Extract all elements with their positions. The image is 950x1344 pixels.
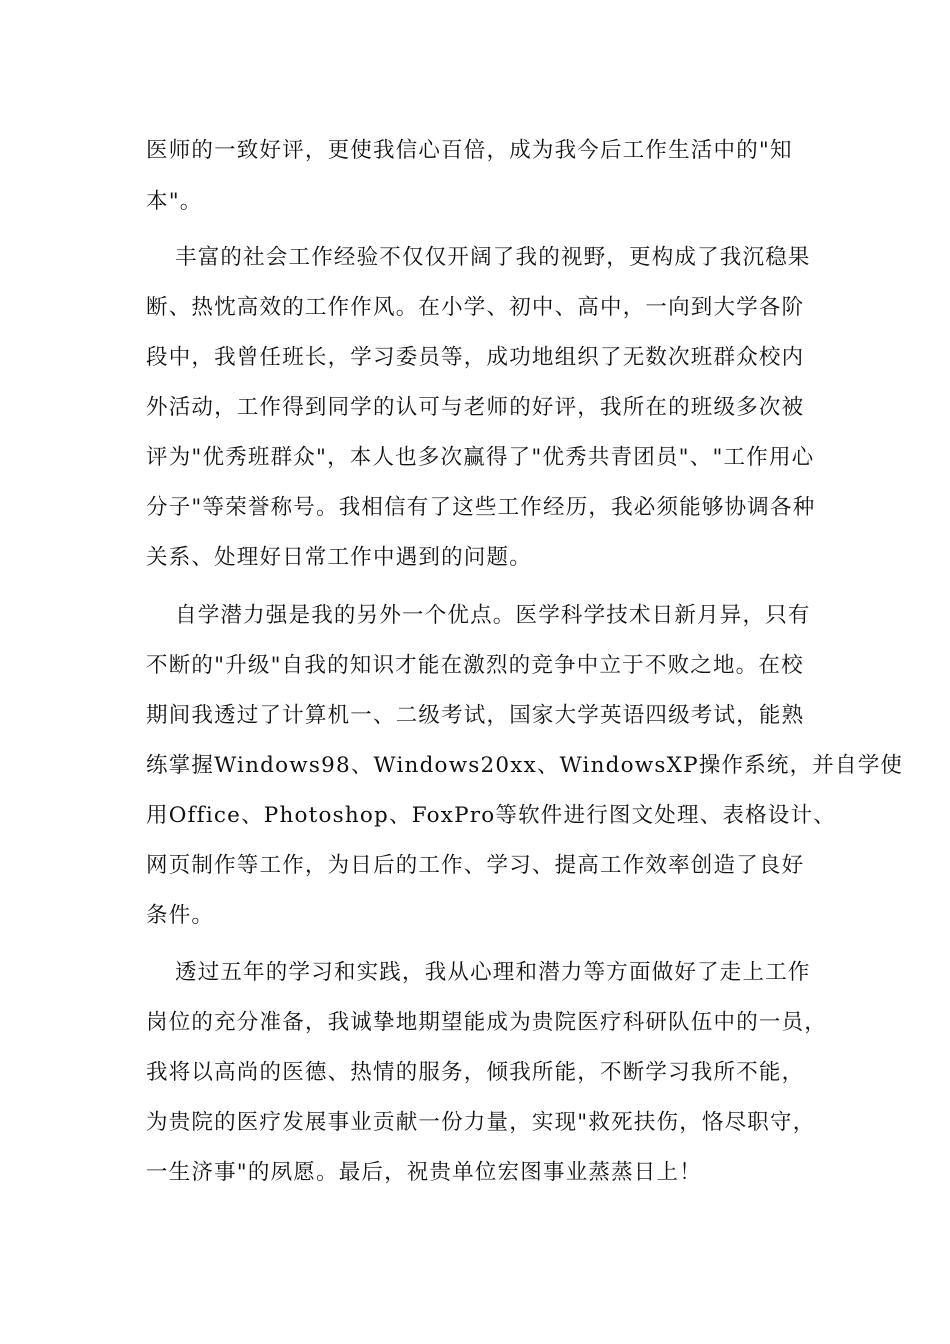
paragraph-2-line-3: 段中，我曾任班长，学习委员等，成功地组织了无数次班群众校内	[146, 345, 805, 370]
paragraph-4-line-3: 我将以高尚的医德、热情的服务，倾我所能，不断学习我所不能，	[146, 1060, 805, 1085]
paragraph-2-line-7: 关系、处理好日常工作中遇到的问题。	[146, 545, 532, 570]
paragraph-2-line-6: 分子"等荣誉称号。我相信有了这些工作经历，我必须能够协调各种	[146, 495, 816, 520]
paragraph-3-line-4: 练掌握Windows98、Windows20xx、WindowsXP操作系统，并自学使	[146, 753, 904, 778]
paragraph-3-line-6: 网页制作等工作，为日后的工作、学习、提高工作效率创造了良好	[146, 853, 805, 878]
paragraph-2-line-2: 断、热忱高效的工作作风。在小学、初中、高中，一向到大学各阶	[146, 295, 805, 320]
paragraph-3-line-2: 不断的"升级"自我的知识才能在激烈的竞争中立于不败之地。在校	[146, 653, 804, 678]
paragraph-4-line-2: 岗位的充分准备，我诚挚地期望能成为贵院医疗科研队伍中的一员，	[146, 1010, 828, 1035]
paragraph-1-line-1: 医师的一致好评，更使我信心百倍，成为我今后工作生活中的"知	[146, 138, 793, 163]
paragraph-3-line-3: 期间我透过了计算机一、二级考试，国家大学英语四级考试，能熟	[146, 703, 805, 728]
paragraph-2-line-4: 外活动，工作得到同学的认可与老师的好评，我所在的班级多次被	[146, 395, 805, 420]
paragraph-3-line-7: 条件。	[146, 903, 215, 928]
paragraph-4-line-4: 为贵院的医疗发展事业贡献一份力量，实现"救死扶伤，恪尽职守，	[146, 1110, 816, 1135]
paragraph-4-line-5: 一生济事"的夙愿。最后，祝贵单位宏图事业蒸蒸日上！	[146, 1160, 702, 1185]
paragraph-1-line-2: 本"。	[146, 189, 203, 214]
paragraph-3-line-1: 自学潜力强是我的另外一个优点。医学科学技术日新月异，只有	[175, 603, 811, 628]
paragraph-3-line-5: 用Office、Photoshop、FoxPro等软件进行图文处理、表格设计、	[146, 803, 836, 828]
paragraph-2-line-5: 评为"优秀班群众"，本人也多次赢得了"优秀共青团员"、"工作用心	[146, 445, 815, 470]
paragraph-4-line-1: 透过五年的学习和实践，我从心理和潜力等方面做好了走上工作	[175, 960, 811, 985]
paragraph-2-line-1: 丰富的社会工作经验不仅仅开阔了我的视野，更构成了我沉稳果	[175, 245, 811, 270]
